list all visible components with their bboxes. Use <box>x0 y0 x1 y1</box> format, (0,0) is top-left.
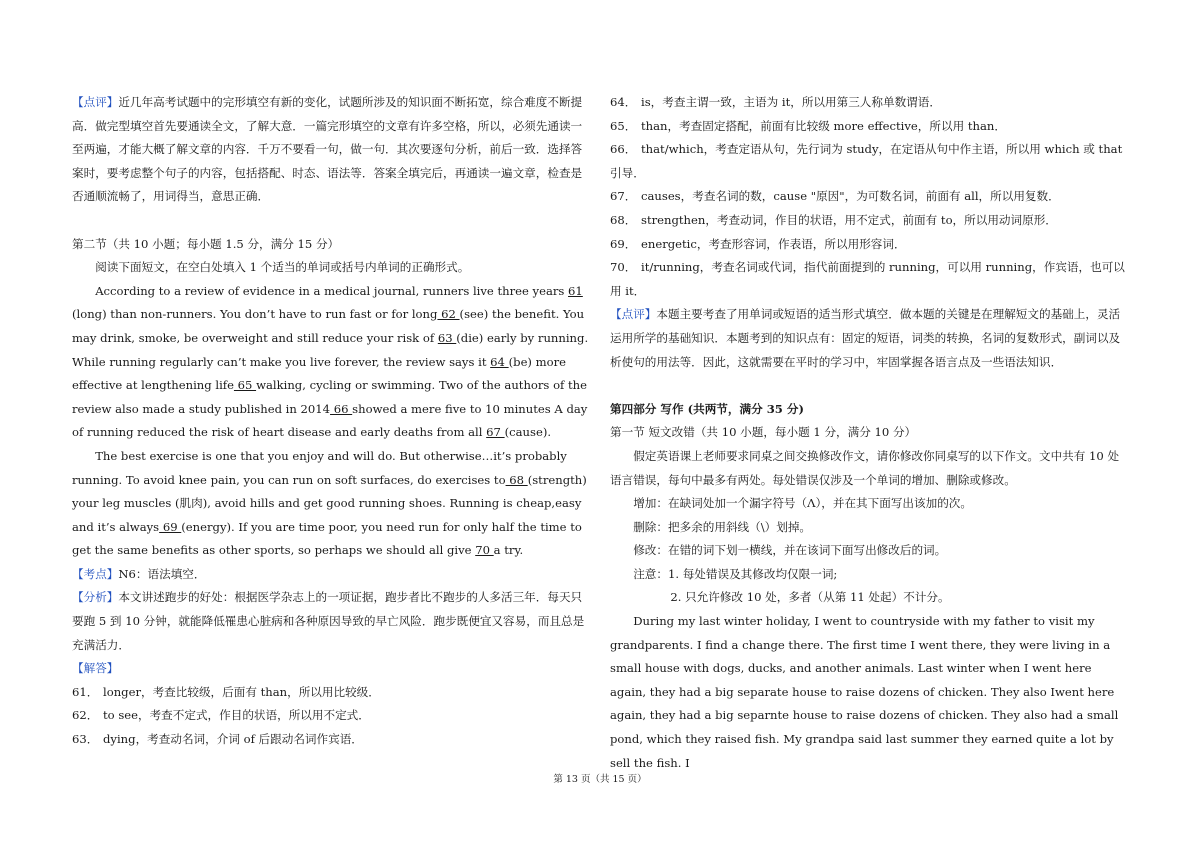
passage-text: According to a review of evidence in a medical journal, runners live three years <box>95 283 569 298</box>
blank-65: 65 <box>233 378 257 393</box>
blank-63: 63 <box>437 330 457 345</box>
answer-text: strengthen，考查动词，作目的状语，用不定式，前面有 to，所以用动词原形． <box>641 212 1057 227</box>
rule-add: 增加：在缺词处加一个漏字符号（Λ），并在其下面写出该加的次。 <box>633 496 972 511</box>
answer-number: 62． <box>72 708 99 723</box>
answer-item <box>72 728 590 752</box>
answer-text: longer，考查比较级，后面有 than，所以用比较级． <box>103 684 380 699</box>
passage-text: (see) the benefit. You may drink, smoke, be overweight and still reduce your risk of <box>72 307 585 345</box>
answer-item <box>610 256 1128 303</box>
blank-62: 62 <box>437 307 460 322</box>
fenxi-text: 本文讲述跑步的好处：根据医学杂志上的一项证据，跑步者比不跑步的人多活三年．每天只要跑 5 到 10 分钟，就能降低罹患心脏病和各种原因导致的早亡风险．跑步既便宜又容易，而且总是充满活力． <box>72 590 585 652</box>
answer-text: than，考查固定搭配，前面有比较级 more effective，所以用 than． <box>641 118 1006 133</box>
passage-text: (energy). If you are time poor, you need run for only half the time to get the same benefits as other sports, so perhaps we should all give <box>72 519 582 558</box>
answer-number: 64． <box>610 95 637 109</box>
passage-paragraph-1 <box>72 280 590 445</box>
blank-61: 61 <box>568 283 583 298</box>
answer-item <box>610 115 1128 139</box>
part-title: 第四部分 写作 (共两节，满分 35 分) <box>610 401 804 416</box>
kaodian-paragraph <box>72 563 590 587</box>
section-title: 第一节 短文改错（共 10 小题，每小题 1 分，满分 10 分） <box>610 425 917 440</box>
rule-delete: 删除：把多余的用斜线（\）划掉。 <box>633 519 812 534</box>
answer-item <box>610 91 1128 115</box>
fenxi-tag: 【分析】 <box>72 590 119 605</box>
comment-paragraph <box>610 303 1128 374</box>
instruction: 阅读下面短文，在空白处填入 1 个适当的单词或括号内单词的正确形式。 <box>95 260 470 275</box>
answer-number: 70． <box>610 260 637 275</box>
answer-item <box>72 681 590 705</box>
passage-text: (long) than non-runners. You don’t have to run fast or for long <box>72 307 438 322</box>
rule-modify: 修改：在错的词下划一横线，并在该词下面写出修改后的词。 <box>633 543 947 558</box>
answer-text: dying，考查动名词，介词 of 后跟动名词作宾语． <box>103 732 363 747</box>
passage-text: (be) more effective at lengthening life <box>72 354 567 393</box>
blank-64: 64 <box>490 354 509 369</box>
comment-tag: 【点评】 <box>72 95 119 109</box>
answer-item <box>610 185 1128 209</box>
answer-item <box>610 138 1128 185</box>
kaodian-tag: 【考点】 <box>72 566 119 581</box>
page-footer: 第 13 页（共 15 页） <box>553 774 647 785</box>
answer-number: 66． <box>610 142 637 157</box>
blank-66: 66 <box>330 401 353 416</box>
answer-item <box>610 233 1128 257</box>
answer-number: 65． <box>610 118 637 133</box>
passage-paragraph-2 <box>72 445 590 563</box>
blank-69: 69 <box>159 519 182 534</box>
comment-tag: 【点评】 <box>610 307 657 322</box>
kaodian-text: N6：语法填空． <box>118 566 206 581</box>
error-passage: During my last winter holiday, I went to countryside with my father to visit my grandparents. I find a change there. The first time I went there, they were living in a small house with dogs, ducks, and another animals. Last winter when I went here again, they had a big separate house to raise dozens of chicken. They also Iwent here again, they had a big separnte house to raise dozens of chicken. They also had a small pond, which they raised fish. My grandpa said last summer they earned quite a lot by sell the fish. I <box>610 614 1119 770</box>
blank-68: 68 <box>505 472 528 487</box>
passage-text: showed a mere five to 10 minutes A day of running reduced the risk of heart disease and early deaths from all <box>72 401 588 440</box>
passage-text: walking, cycling or swimming. Two of the authors of the review also made a study published in 2014 <box>72 378 588 416</box>
answer-number: 69． <box>610 236 637 251</box>
blank-67: 67 <box>486 425 505 440</box>
answer-item <box>72 704 590 728</box>
answer-text: that/which，考查定语从句，先行词为 study，在定语从句中作主语，所以用 which 或 that 引导． <box>610 142 1123 180</box>
passage-text: a try. <box>493 543 524 558</box>
comment-text: 近几年高考试题中的完形填空有新的变化，试题所涉及的知识面不断拓宽，综合难度不断提高．做完型填空首先要通读全文，了解大意．一篇完形填空的文章有许多空格，所以，必须先通读一至两遍，才能大概了解文章的内容．千万不要看一句，做一句．其次要逐句分析，前后一致．选择答案时，要考虑整个句子的内容，包括搭配、时态、语法等．答案全填完后，再通读一遍文章，检查是否通顺流畅了，用词得当，意思正确． <box>72 95 583 204</box>
jieda-paragraph <box>72 657 590 681</box>
passage-text: (strength) your leg muscles (肌肉), avoid hills and get good running shoes. Running is cheap,easy and it’s always <box>72 472 587 534</box>
answer-item <box>610 209 1128 233</box>
passage-text: The best exercise is one that you enjoy and will do. But otherwise…it’s probably running. To avoid knee pain, you can run on soft surfaces, do exercises to <box>72 448 567 487</box>
answer-text: is，考查主谓一致，主语为 it，所以用第三人称单数谓语． <box>641 95 941 109</box>
note-1: 注意：1. 每处错误及其修改均仅限一词; <box>633 566 838 581</box>
jieda-tag: 【解答】 <box>72 661 119 676</box>
comment-paragraph <box>72 91 590 209</box>
instruction: 假定英语课上老师要求同桌之间交换修改作文，请你修改你同桌写的以下作文。文中共有 10 处语言错误，每句中最多有两处。每处错误仅涉及一个单词的增加、删除或修改。 <box>610 448 1120 487</box>
passage-text: (cause). <box>504 425 552 440</box>
answer-number: 63． <box>72 732 99 747</box>
passage-text: (die) early by running. While running regularly can’t make you live forever, the review says it <box>72 330 589 369</box>
note-2: 2. 只允许修改 10 处，多者（从第 11 处起）不计分。 <box>670 590 950 605</box>
section-title: 第二节（共 10 小题；每小题 1.5 分，满分 15 分） <box>72 236 340 251</box>
comment-text: 本题主要考查了用单词或短语的适当形式填空．做本题的关键是在理解短文的基础上，灵活运用所学的基础知识．本题考到的知识点有：固定的短语，词类的转换，名词的复数形式，副词以及析使句的用法等．因此，这就需要在平时的学习中，牢固掌握各语言点及一些语法知识． <box>610 307 1121 369</box>
left-column <box>72 91 590 752</box>
right-column <box>610 91 1128 775</box>
fenxi-paragraph <box>72 586 590 657</box>
blank-70: 70 <box>475 543 494 558</box>
answer-text: to see，考查不定式，作目的状语，所以用不定式． <box>103 708 370 723</box>
answer-number: 67． <box>610 189 637 204</box>
answer-text: it/running，考查名词或代词，指代前面提到的 running，可以用 running，作宾语，也可以用 it． <box>610 260 1125 298</box>
answer-text: causes，考查名词的数，cause "原因"，为可数名词，前面有 all，所以用复数． <box>641 189 1060 204</box>
answer-text: energetic，考查形容词，作表语，所以用形容词． <box>641 236 906 251</box>
answer-number: 61． <box>72 684 99 699</box>
answer-number: 68． <box>610 212 637 227</box>
